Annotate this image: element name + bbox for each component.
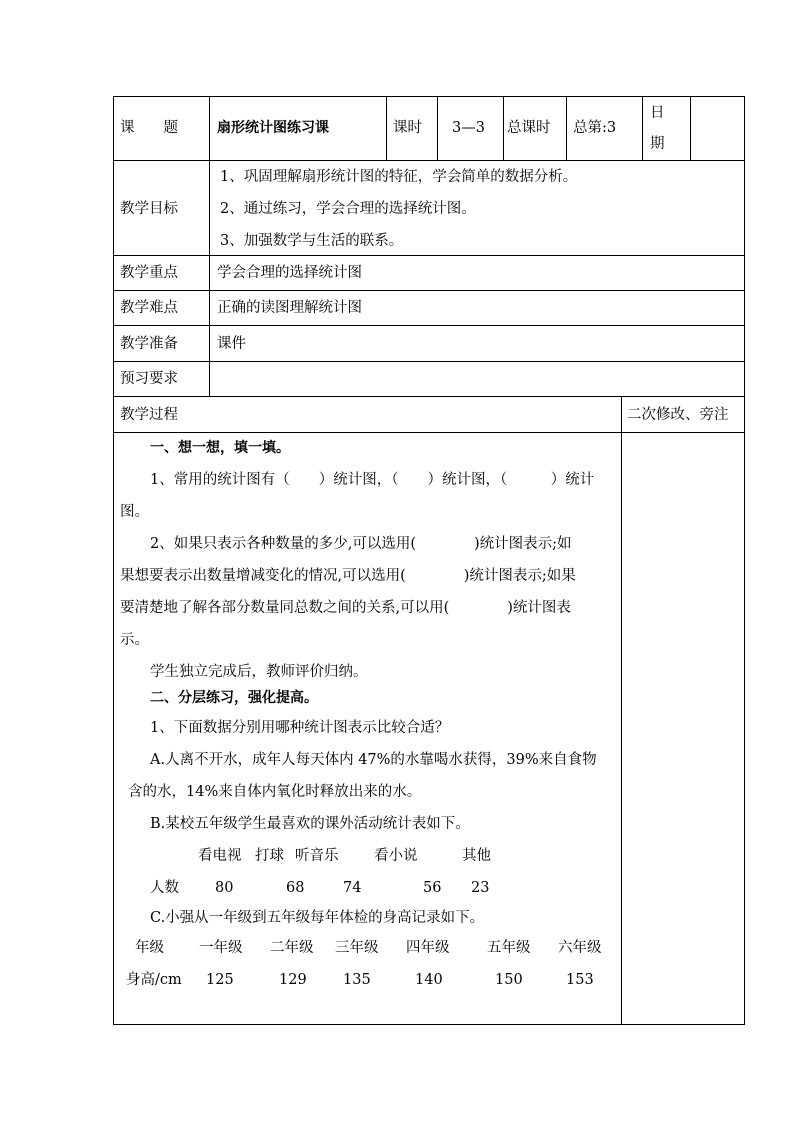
goals-label: 教学目标 — [120, 201, 178, 217]
question-text: 1、下面数据分别用哪种统计图表示比较合适？ — [150, 720, 450, 736]
table-rule — [113, 325, 745, 326]
activity-header: 听音乐 — [295, 848, 339, 864]
grade-header: 二年级 — [270, 940, 314, 956]
question-text: 果想要表示出数量增减变化的情况,可以选用( )统计图表示;如果 — [120, 568, 576, 584]
grade-header: 五年级 — [487, 940, 531, 956]
height-value: 129 — [279, 972, 307, 988]
count-value: 23 — [471, 880, 490, 896]
revision-notes-label: 二次修改、旁注 — [627, 407, 729, 423]
table-rule — [113, 396, 745, 397]
grade-header: 三年级 — [335, 940, 379, 956]
question-text: C.小强从一年级到五年级每年体检的身高记录如下。 — [150, 910, 485, 926]
table-rule — [621, 396, 622, 1025]
lesson-title: 扇形统计图练习课 — [217, 120, 329, 136]
count-value: 80 — [215, 880, 234, 896]
table-rule — [642, 96, 643, 160]
height-value: 153 — [566, 972, 594, 988]
height-value: 125 — [206, 972, 234, 988]
date-label: 日 — [650, 105, 665, 121]
count-value: 74 — [343, 880, 362, 896]
question-text: 2、如果只表示各种数量的多少,可以选用( )统计图表示;如 — [150, 536, 572, 552]
question-text: 图。 — [120, 504, 149, 520]
total-number-label: 总第:3 — [573, 120, 617, 136]
table-rule — [690, 96, 691, 160]
table-rule — [113, 255, 745, 256]
question-text: 含的水，14%来自体内氧化时释放出来的水。 — [128, 784, 422, 800]
period-label: 课时 — [393, 120, 422, 136]
preparation-label: 教学准备 — [120, 336, 178, 352]
count-label: 人数 — [150, 880, 179, 896]
table-rule — [209, 96, 210, 396]
table-rule — [437, 96, 438, 160]
key-points-value: 学会合理的选择统计图 — [217, 265, 362, 281]
difficulty-label: 教学难点 — [120, 300, 178, 316]
topic-label: 课 题 — [120, 120, 178, 136]
height-value: 140 — [415, 972, 443, 988]
difficulty-value: 正确的读图理解统计图 — [217, 300, 362, 316]
table-rule — [113, 160, 745, 161]
grade-header: 四年级 — [406, 940, 450, 956]
table-rule — [386, 96, 387, 160]
question-text: 要清楚地了解各部分数量同总数之间的关系,可以用( )统计图表 — [120, 600, 571, 616]
goal-item: 3、加强数学与生活的联系。 — [220, 233, 404, 249]
table-rule — [113, 432, 745, 433]
height-label: 身高/cm — [126, 972, 182, 988]
count-value: 56 — [423, 880, 442, 896]
table-border-bottom — [113, 1024, 745, 1025]
grade-header: 六年级 — [558, 940, 602, 956]
table-rule — [566, 96, 567, 160]
section-title: 二、分层练习，强化提高。 — [150, 690, 318, 706]
question-text: B.某校五年级学生最喜欢的课外活动统计表如下。 — [150, 816, 470, 832]
count-value: 68 — [286, 880, 305, 896]
period-value: 3—3 — [452, 120, 485, 136]
table-border-right — [744, 96, 745, 1025]
date-label: 期 — [650, 136, 665, 152]
table-rule — [503, 96, 504, 160]
goal-item: 2、通过练习，学会合理的选择统计图。 — [220, 201, 476, 217]
height-value: 150 — [495, 972, 523, 988]
key-points-label: 教学重点 — [120, 265, 178, 281]
activity-header: 打球 — [255, 848, 284, 864]
total-periods-label: 总课时 — [507, 120, 551, 136]
height-value: 135 — [343, 972, 371, 988]
process-label: 教学过程 — [120, 407, 178, 423]
grade-header: 一年级 — [199, 940, 243, 956]
preparation-value: 课件 — [217, 336, 246, 352]
table-border-top — [113, 96, 745, 97]
table-border-left — [113, 96, 114, 1025]
table-rule — [113, 290, 745, 291]
goal-item: 1、巩固理解扇形统计图的特征，学会简单的数据分析。 — [220, 169, 578, 185]
section-title: 一、想一想，填一填。 — [150, 440, 290, 456]
activity-header: 看电视 — [198, 848, 242, 864]
summary-text: 学生独立完成后，教师评价归纳。 — [150, 664, 368, 680]
table-rule — [113, 361, 745, 362]
activity-header: 其他 — [462, 848, 491, 864]
question-text: 1、常用的统计图有（ ）统计图，（ ）统计图，（ ）统计 — [150, 472, 595, 488]
activity-header: 看小说 — [374, 848, 418, 864]
question-text: 示。 — [120, 632, 149, 648]
preview-label: 预习要求 — [120, 371, 178, 387]
question-text: A.人离不开水，成年人每天体内 47%的水靠喝水获得，39%来自食物 — [150, 752, 597, 768]
grade-label: 年级 — [135, 940, 164, 956]
